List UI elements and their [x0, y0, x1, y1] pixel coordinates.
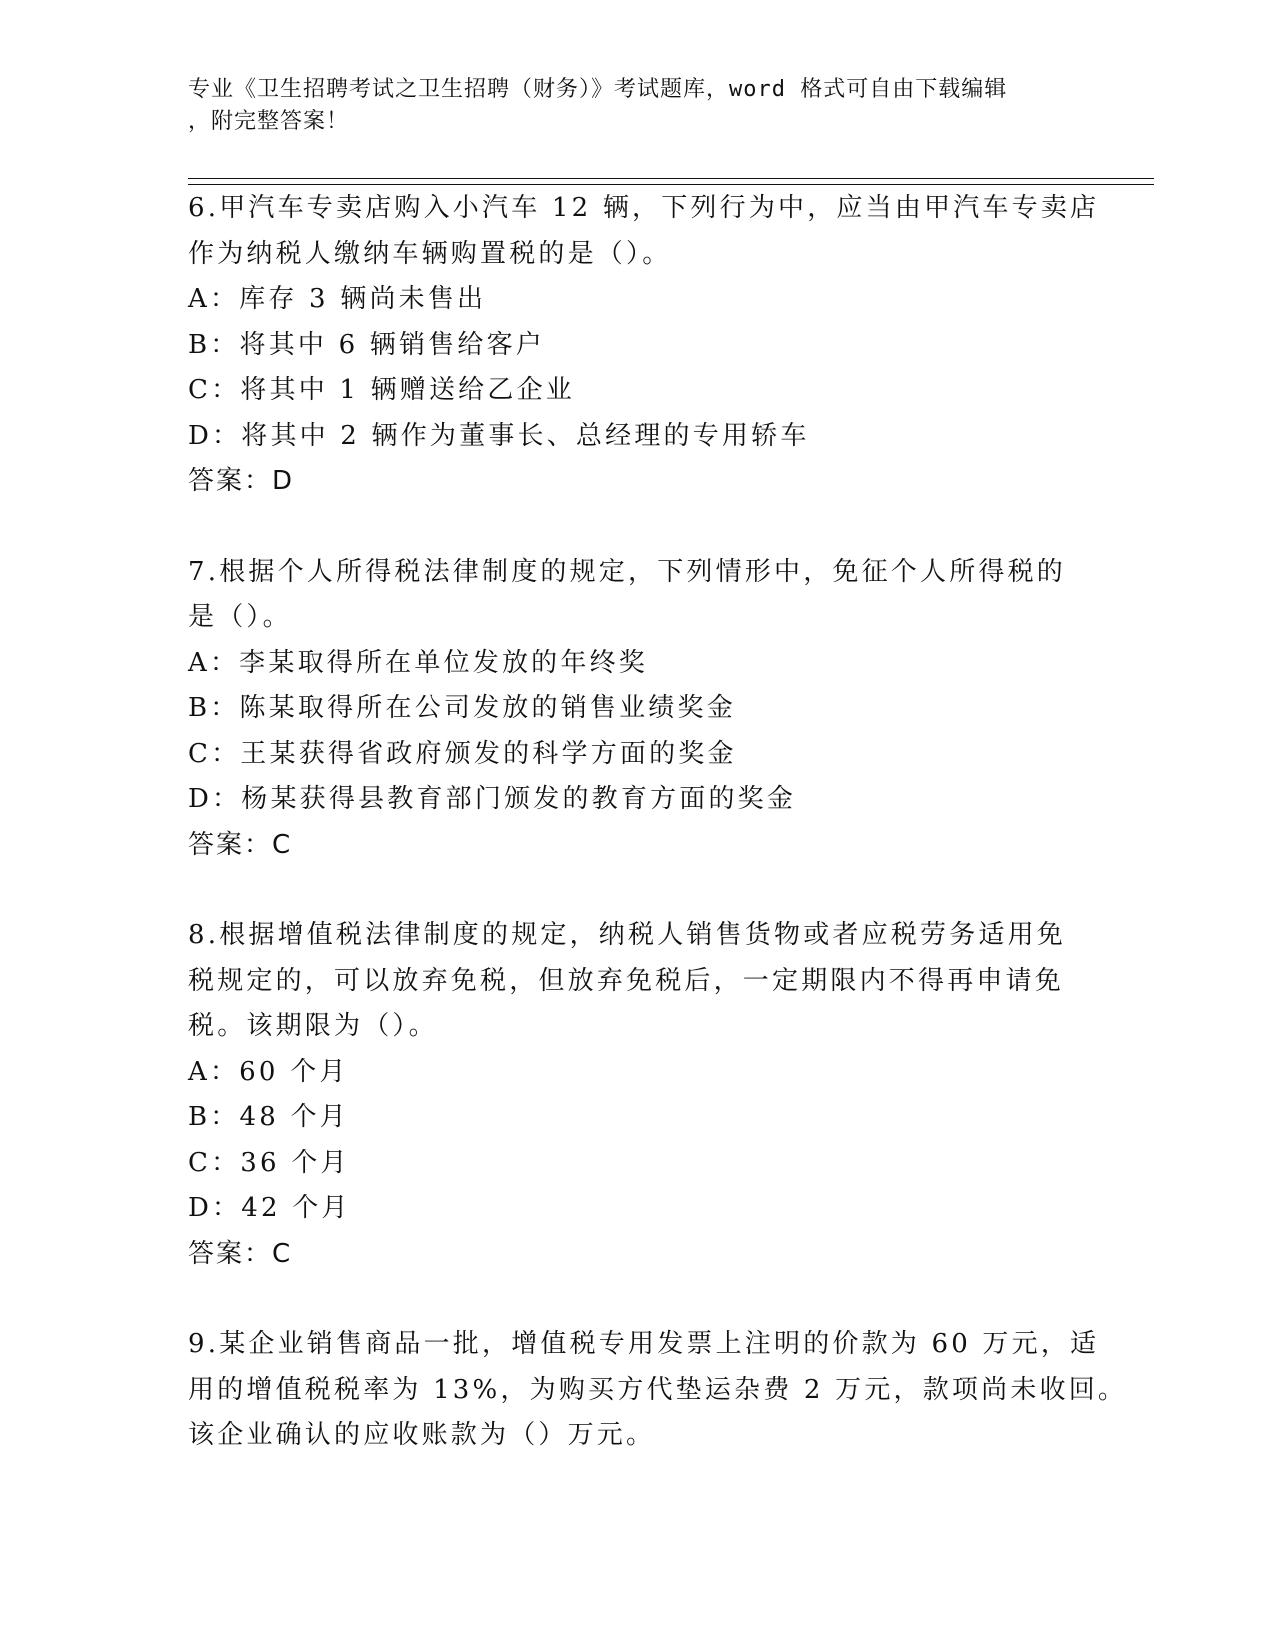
question-text-line: 用的增值税税率为 13%，为购买方代垫运杂费 2 万元，款项尚未收回。 — [188, 1374, 1128, 1405]
answer-label: 答案：C — [188, 829, 293, 860]
header-divider-top — [188, 178, 1154, 179]
option-a: A：库存 3 辆尚未售出 — [188, 284, 487, 314]
question-text-line: 8.根据增值税法律制度的规定，纳税人销售货物或者应税劳务适用免 — [188, 920, 1067, 950]
option-c: C：将其中 1 辆赠送给乙企业 — [188, 375, 575, 405]
option-b: B：将其中 6 辆销售给客户 — [188, 329, 545, 360]
question-text-line: 该企业确认的应收账款为（）万元。 — [188, 1420, 656, 1450]
question-text-line: 税规定的，可以放弃免税，但放弃免税后，一定期限内不得再申请免 — [188, 965, 1065, 996]
question-text-line: 作为纳税人缴纳车辆购置税的是（）。 — [188, 238, 672, 269]
header-line-1: 专业《卫生招聘考试之卫生招聘（财务）》考试题库，word 格式可自由下载编辑 — [188, 77, 1008, 102]
question-9 — [188, 1322, 1128, 1459]
question-list — [188, 186, 1128, 1459]
option-d: D：杨某获得县教育部门颁发的教育方面的奖金 — [188, 784, 797, 814]
question-text-line: 是（）。 — [188, 602, 292, 632]
option-c: C：36 个月 — [188, 1147, 350, 1178]
document-header — [188, 74, 1088, 138]
answer-label: 答案：C — [188, 1238, 293, 1269]
option-b: B：48 个月 — [188, 1102, 349, 1132]
question-7 — [188, 550, 1088, 869]
question-text-line: 税。该期限为（）。 — [188, 1011, 438, 1041]
question-text-line: 6.甲汽车专卖店购入小汽车 12 辆，下列行为中，应当由甲汽车专卖店 — [188, 193, 1100, 223]
option-d: D：将其中 2 辆作为董事长、总经理的专用轿车 — [188, 420, 810, 451]
option-a: A：李某取得所在单位发放的年终奖 — [188, 647, 648, 678]
option-a: A：60 个月 — [188, 1056, 349, 1087]
question-text-line: 9.某企业销售商品一批，增值税专用发票上注明的价款为 60 万元，适 — [188, 1329, 1100, 1359]
option-b: B：陈某取得所在公司发放的销售业绩奖金 — [188, 693, 736, 723]
option-d: D：42 个月 — [188, 1193, 351, 1223]
header-divider-bottom — [188, 184, 1154, 185]
question-6 — [188, 186, 1100, 505]
header-line-2: ，附完整答案！ — [188, 109, 350, 134]
question-text-line: 7.根据个人所得税法律制度的规定，下列情形中，免征个人所得税的 — [188, 556, 1067, 587]
answer-label: 答案：D — [188, 466, 295, 496]
question-8 — [188, 913, 1088, 1277]
option-c: C：王某获得省政府颁发的科学方面的奖金 — [188, 738, 737, 769]
